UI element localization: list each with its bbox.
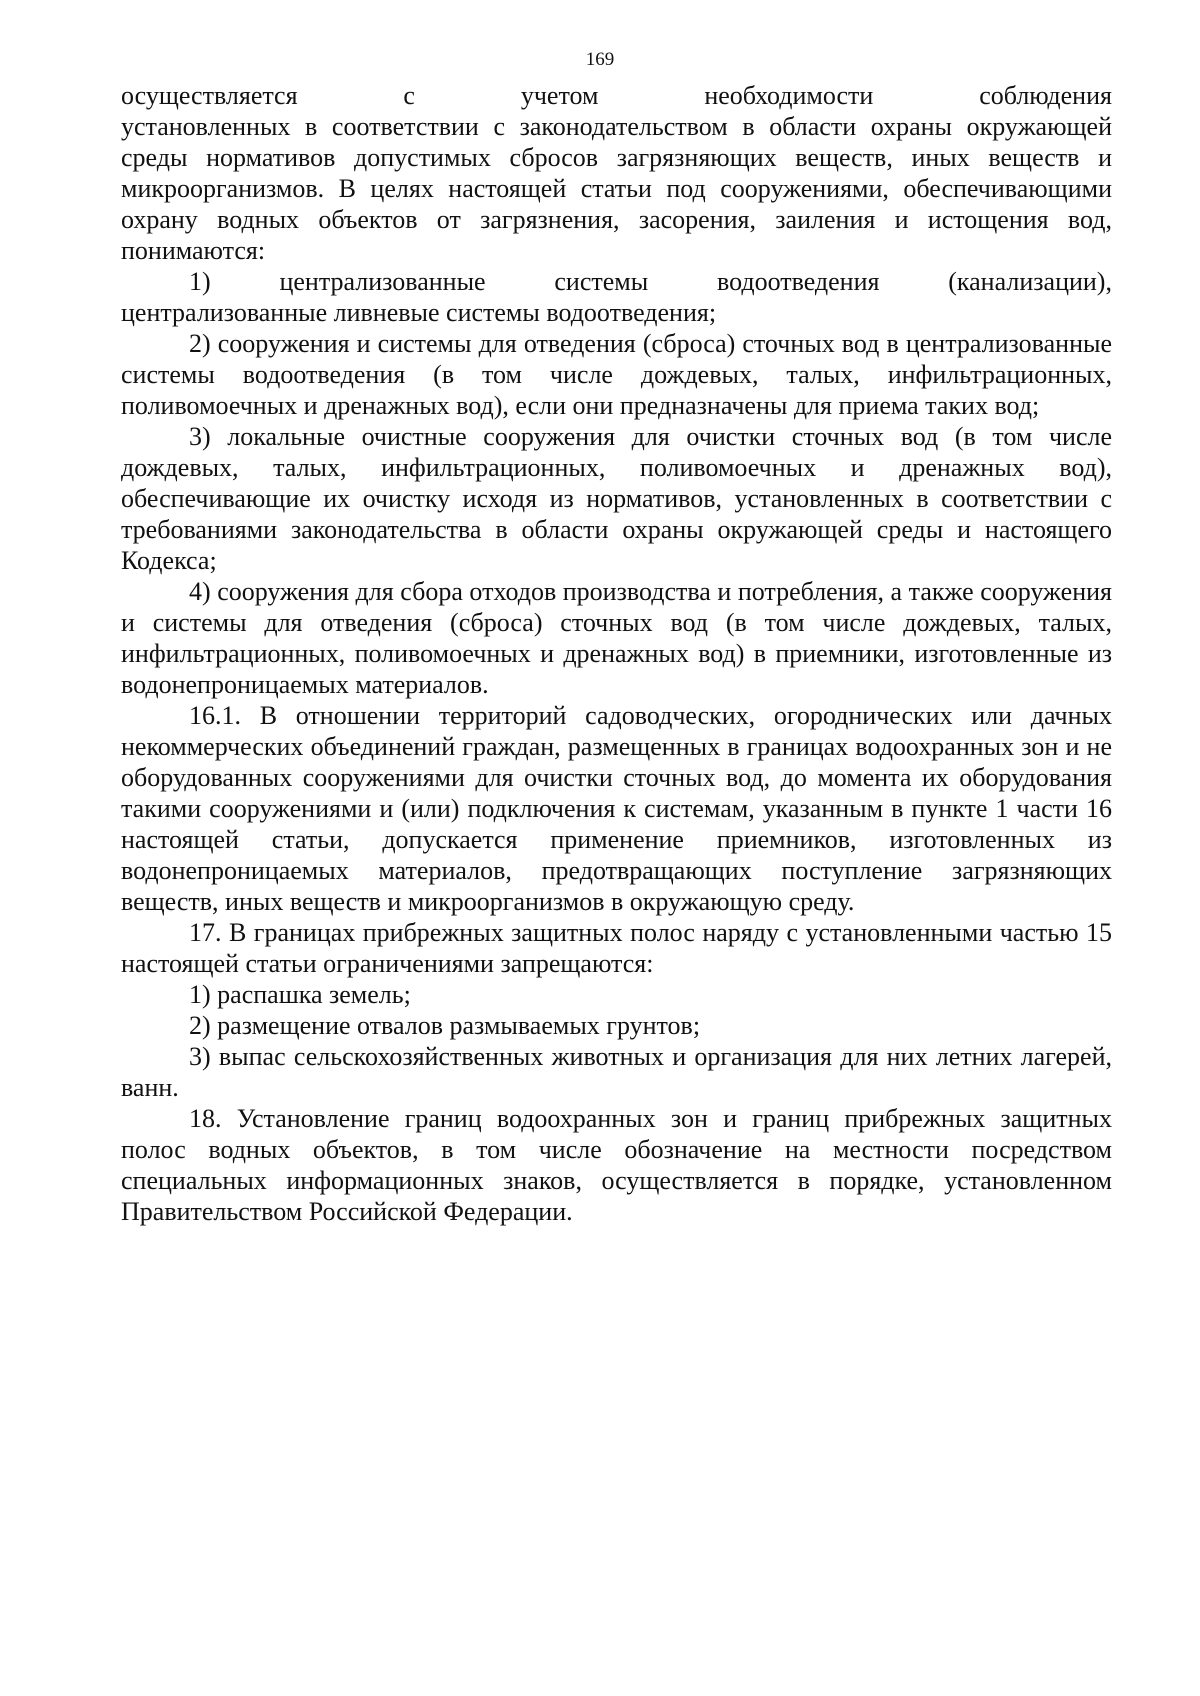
clause-18-paragraph: 18. Установление границ водоохранных зон и границ прибрежных защитных полос водных объектов, в том числе обозначение на местности посредством специальных информационных знаков, осуществляется в порядке, установленном Правительством Российской Федерации. (121, 1104, 1112, 1226)
item2-paragraph: 2) сооружения и системы для отведения (сброса) сточных вод в централизованные системы водоотведения (в том числе дождевых, талых, инфильтрационных, поливомоечных и дренажных вод), если они предназначены для приема таких вод; (121, 329, 1112, 420)
clause-17-item3: 3) выпас сельскохозяйственных животных и организация для них летних лагерей, ванн. (121, 1042, 1112, 1102)
intro-paragraph: установленных в соответствии с законодательством в области охраны окружающей среды нормативов допустимых сбросов загрязняющих веществ, иных веществ и микроорганизмов. В целях настоящей статьи под сооружениями, обеспечивающими охрану водных объектов от загрязнения, засорения, заиления и истощения вод, понимаются: (121, 112, 1112, 265)
document-body (121, 80, 1112, 1227)
item1-paragraph: централизованные ливневые системы водоотведения; (121, 298, 717, 327)
item1-word: 1) (189, 267, 211, 296)
intro-word: с (403, 81, 415, 110)
clause-17-paragraph: 17. В границах прибрежных защитных полос наряду с установленными частью 15 настоящей статьи ограничениями запрещаются: (121, 918, 1112, 978)
item1-word: централизованные (279, 267, 486, 296)
clause-17-item2: 2) размещение отвалов размываемых грунтов; (189, 1011, 701, 1040)
item1-word: (канализации), (948, 267, 1112, 296)
intro-word: соблюдения (979, 81, 1112, 110)
page-number: 169 (585, 49, 615, 70)
item1-word: водоотведения (716, 267, 880, 296)
clause-16-1-paragraph: 16.1. В отношении территорий садоводческих, огороднических или дачных некоммерческих объединений граждан, размещенных в границах водоохранных зон и не оборудованных сооружениями для очистки сточных вод, до момента их оборудования такими сооружениями и (или) подключения к системам, указанным в пункте 1 части 16 настоящей статьи, допускается применение приемников, изготовленных из водонепроницаемых материалов, предотвращающих поступление загрязняющих веществ, иных веществ и микроорганизмов в окружающую среду. (121, 701, 1112, 916)
item1-word: системы (554, 267, 649, 296)
intro-word: необходимости (704, 81, 874, 110)
intro-word: учетом (520, 81, 599, 110)
intro-word: осуществляется (121, 81, 298, 110)
item3-paragraph: 3) локальные очистные сооружения для очистки сточных вод (в том числе дождевых, талых, инфильтрационных, поливомоечных и дренажных вод), обеспечивающие их очистку исходя из нормативов, установленных в соответствии с требованиями законодательства в области охраны окружающей среды и настоящего Кодекса; (121, 422, 1112, 575)
item1-first-line (121, 266, 1112, 297)
item4-paragraph: 4) сооружения для сбора отходов производства и потребления, а также сооружения и системы для отведения (сброса) сточных вод (в том числе дождевых, талых, инфильтрационных, поливомоечных и дренажных вод) в приемники, изготовленные из водонепроницаемых материалов. (121, 577, 1112, 699)
intro-first-line (121, 80, 1112, 111)
clause-17-item1: 1) распашка земель; (189, 980, 411, 1009)
